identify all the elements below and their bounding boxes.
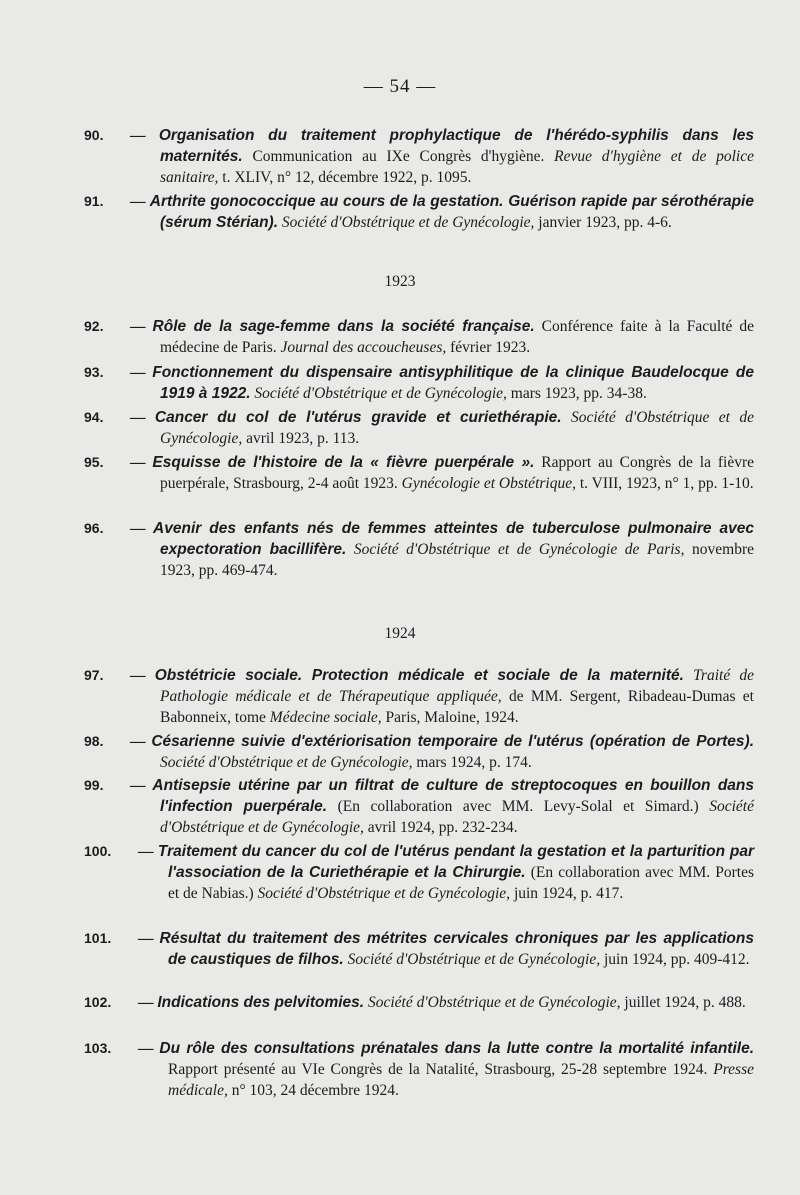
entry-text: — Arthrite gonococcique au cours de la gestation. Guérison rapide par sérothérapie (sérum Stérian). Société d'Obstétrique et de Gynécologie, janvier 1923, pp. 4-6.: [130, 193, 754, 231]
year-heading: 1923: [384, 273, 416, 290]
entry-details: n° 103, 24 décembre 1924.: [227, 1082, 399, 1099]
entry-body: [562, 409, 571, 426]
entry-details: t. XLIV, n° 12, décembre 1922, p. 1095.: [218, 169, 472, 186]
entry-body: Communication au IXe Congrès d'hygiène.: [242, 148, 555, 165]
entry-text: — Organisation du traitement prophylactique de l'hérédo-syphilis dans les maternités. Communication au IXe Congrès d'hygiène. Revue d'hygiène et de police sanitaire, t. XLIV, n° 12, décembre 1922, p. 1095.: [130, 127, 754, 186]
entry-details: juin 1924, p. 417.: [510, 885, 624, 902]
entry-title: Esquisse de l'histoire de la « fièvre puerpérale ».: [152, 454, 535, 471]
entry-source: Société d'Obstétrique et de Gynécologie,: [160, 798, 754, 836]
entry-body: Rapport au Congrès de la fièvre puerpérale, Strasbourg, 2-4 août 1923.: [160, 454, 754, 492]
entry-text: — Esquisse de l'histoire de la « fièvre puerpérale ». Rapport au Congrès de la fièvre puerpérale, Strasbourg, 2-4 août 1923. Gynécologie et Obstétrique, t. VIII, 1923, n° 1, pp. 1-10.: [130, 454, 754, 492]
entry-details: mars 1923, pp. 34-38.: [506, 385, 647, 402]
entry-source: Société d'Obstétrique et de Gynécologie,: [281, 214, 535, 231]
entry-number: 95.: [84, 454, 104, 470]
entry-number: 94.: [84, 409, 104, 425]
entry-text: — Césarienne suivie d'extériorisation temporaire de l'utérus (opération de Portes). Société d'Obstétrique et de Gynécologie, mars 1924, p. 174.: [130, 733, 755, 771]
entry-text: — Traitement du cancer du col de l'utérus pendant la gestation et la parturition par l'association de la Curiethérapie et la Chirurgie. (En collaboration avec MM. Portes et de Nabias.) Société d'Obstétrique et de Gynécologie, juin 1924, p. 417.: [138, 843, 755, 902]
entry-number: 90.: [84, 127, 104, 143]
page-number: — 54 —: [363, 76, 437, 97]
entry-body: (En collaboration avec MM. Levy-Solal et Simard.): [327, 798, 710, 815]
entry-title: Rôle de la sage-femme dans la société française.: [152, 318, 535, 335]
entry-title: Résultat du traitement des métrites cervicales chroniques par les applications de caustiques de filhos.: [159, 930, 754, 968]
entry-details: juin 1924, pp. 409-412.: [600, 951, 750, 968]
entry-source: Société d'Obstétrique et de Gynécologie,: [160, 754, 413, 771]
entry-source: Revue d'hygiène et de police sanitaire,: [160, 148, 754, 186]
entry-title: Organisation du traitement prophylactique de l'hérédo-syphilis dans les maternités.: [158, 127, 754, 165]
entry-number: 96.: [84, 520, 104, 536]
entry-number: 101.: [84, 930, 112, 946]
entry-text: — Résultat du traitement des métrites cervicales chroniques par les applications de caustiques de filhos. Société d'Obstétrique et de Gynécologie, juin 1924, pp. 409-412.: [138, 930, 754, 968]
entry-details: janvier 1923, pp. 4-6.: [534, 214, 672, 231]
entry-text: — Fonctionnement du dispensaire antisyphilitique de la clinique Baudelocque de 1919 à 1922. Société d'Obstétrique et de Gynécologie, mars 1923, pp. 34-38.: [130, 364, 754, 402]
entry-body: [684, 667, 693, 684]
entry-number: 98.: [84, 733, 104, 749]
entry-source: Société d'Obstétrique et de Gynécologie de Paris,: [353, 541, 685, 558]
entry-text: — Rôle de la sage-femme dans la société française. Conférence faite à la Faculté de médecine de Paris. Journal des accoucheuses, février 1923.: [130, 318, 755, 356]
entry-number: 99.: [84, 777, 104, 793]
entry-body: Conférence faite à la Faculté de médecine de Paris.: [160, 318, 755, 356]
entry-source: Presse médicale,: [168, 1061, 754, 1099]
entry-details: juillet 1924, p. 488.: [620, 994, 746, 1011]
entry-source: Société d'Obstétrique et de Gynécologie,: [254, 385, 507, 402]
entry-text: — Indications des pelvitomies. Société d'Obstétrique et de Gynécologie, juillet 1924, p. 488.: [138, 994, 746, 1011]
entry-details: de MM. Sergent, Ribadeau-Dumas et Babonneix, tome: [160, 688, 754, 726]
entry-source: Médecine sociale,: [269, 709, 382, 726]
entry-source: Journal des accoucheuses,: [280, 339, 447, 356]
entry-title: Arthrite gonococcique au cours de la gestation. Guérison rapide par sérothérapie (sérum Stérian).: [149, 193, 754, 231]
entry-source: Gynécologie et Obstétrique,: [401, 475, 576, 492]
entry-details: mars 1924, p. 174.: [412, 754, 532, 771]
entry-details: février 1923.: [446, 339, 531, 356]
entry-title: Antisepsie utérine par un filtrat de culture de streptocoques en bouillon dans l'infection puerpérale.: [152, 777, 755, 815]
entry-source: Société d'Obstétrique et de Gynécologie,: [160, 409, 755, 447]
entry-text: — Antisepsie utérine par un filtrat de culture de streptocoques en bouillon dans l'infection puerpérale. (En collaboration avec MM. Levy-Solal et Simard.) Société d'Obstétrique et de Gynécologie, avril 1924, pp. 232-234.: [130, 777, 755, 836]
entry-details: Paris, Maloine, 1924.: [381, 709, 519, 726]
entry-title: Traitement du cancer du col de l'utérus pendant la gestation et la parturition par l'association de la Curiethérapie et la Chirurgie.: [157, 843, 755, 881]
entry-number: 100.: [84, 843, 112, 859]
entry-details: avril 1924, pp. 232-234.: [363, 819, 518, 836]
entry-title: Fonctionnement du dispensaire antisyphilitique de la clinique Baudelocque de 1919 à 1922.: [152, 364, 754, 402]
entry-source: Traité de Pathologie médicale et de Thérapeutique appliquée,: [160, 667, 755, 705]
entry-title: Cancer du col de l'utérus gravide et curiethérapie.: [154, 409, 562, 426]
entry-title: Césarienne suivie d'extériorisation temporaire de l'utérus (opération de Portes).: [151, 733, 755, 750]
entry-number: 93.: [84, 364, 104, 380]
entry-number: 102.: [84, 994, 112, 1010]
entry-number: 103.: [84, 1040, 112, 1056]
entry-body: [346, 541, 354, 558]
entry-details: avril 1923, p. 113.: [242, 430, 360, 447]
entry-body: (En collaboration avec MM. Portes et de Nabias.): [168, 864, 754, 902]
entry-title: Indications des pelvitomies.: [157, 994, 365, 1011]
entry-details: novembre 1923, pp. 469-474.: [160, 541, 755, 579]
entry-body: Rapport présenté au VIe Congrès de la Natalité, Strasbourg, 25-28 septembre 1924.: [168, 1061, 714, 1078]
entry-title: Avenir des enfants nés de femmes atteintes de tuberculose pulmonaire avec expectoration bacillifère.: [153, 520, 754, 558]
entry-source: Société d'Obstétrique et de Gynécologie,: [347, 951, 601, 968]
entry-title: Du rôle des consultations prénatales dans la lutte contre la mortalité infantile.: [159, 1040, 754, 1057]
year-heading: 1924: [384, 625, 416, 642]
entry-source: Société d'Obstétrique et de Gynécologie,: [367, 994, 621, 1011]
entry-title: Obstétricie sociale. Protection médicale et sociale de la maternité.: [154, 667, 684, 684]
entry-number: 97.: [84, 667, 104, 683]
entry-text: — Du rôle des consultations prénatales dans la lutte contre la mortalité infantile. Rapport présenté au VIe Congrès de la Natalité, Strasbourg, 25-28 septembre 1924. Presse médicale, n° 103, 24 décembre 1924.: [138, 1040, 754, 1099]
entry-text: — Obstétricie sociale. Protection médicale et sociale de la maternité. Traité de Pathologie médicale et de Thérapeutique appliquée, de MM. Sergent, Ribadeau-Dumas et Babonneix, tome Médecine sociale, Paris, Maloine, 1924.: [130, 667, 755, 726]
entry-source: Société d'Obstétrique et de Gynécologie,: [257, 885, 511, 902]
entry-text: — Cancer du col de l'utérus gravide et curiethérapie. Société d'Obstétrique et de Gynécologie, avril 1923, p. 113.: [130, 409, 755, 447]
entry-number: 92.: [84, 318, 104, 334]
entry-text: — Avenir des enfants nés de femmes atteintes de tuberculose pulmonaire avec expectoration bacillifère. Société d'Obstétrique et de Gynécologie de Paris, novembre 1923, pp. 469-474.: [130, 520, 755, 579]
entry-number: 91.: [84, 193, 104, 209]
entry-details: t. VIII, 1923, n° 1, pp. 1-10.: [575, 475, 754, 492]
